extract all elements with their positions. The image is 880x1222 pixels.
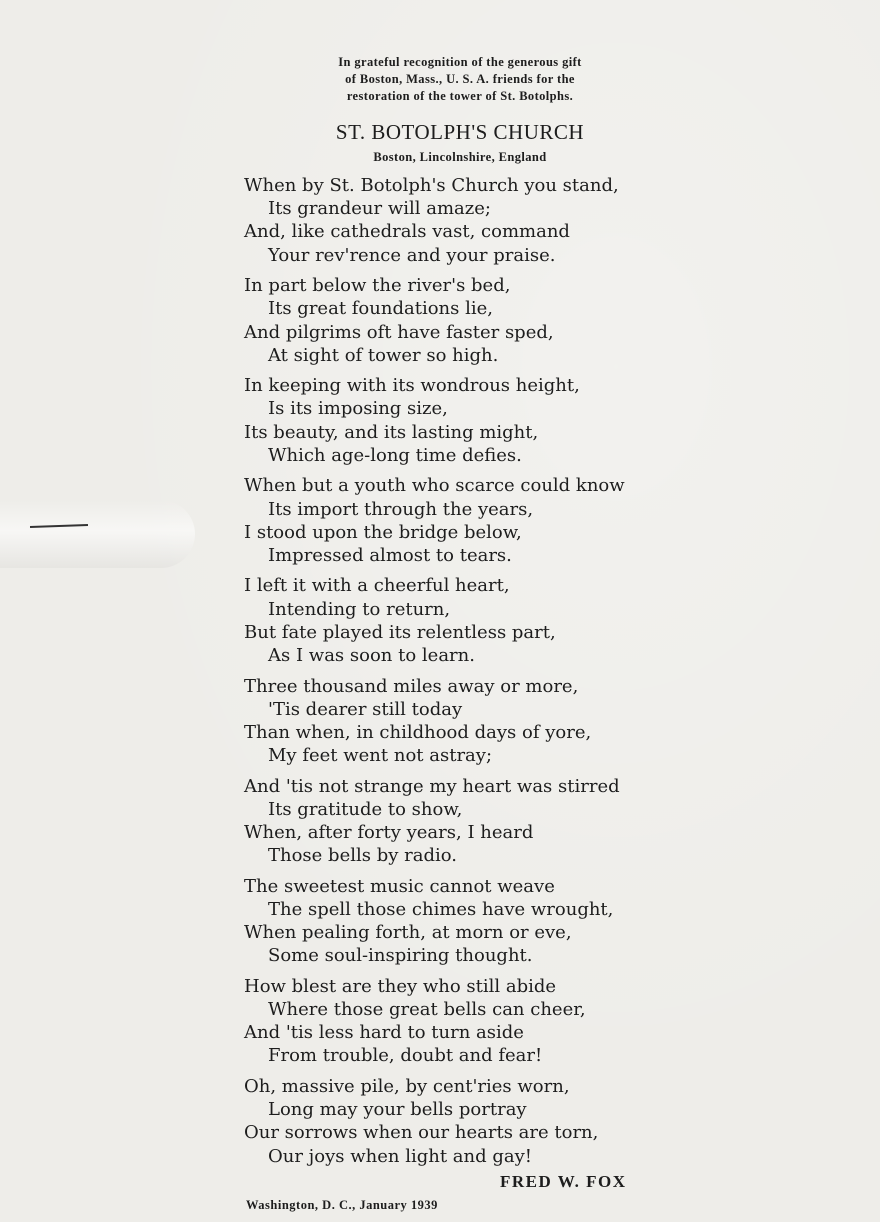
poem-line: From trouble, doubt and fear!	[268, 1045, 543, 1067]
poem-line: I left it with a cheerful heart,	[244, 575, 510, 597]
poem-line: Its import through the years,	[268, 498, 534, 520]
poem-line: Long may your bells portray	[268, 1099, 527, 1121]
poem-line: Its gratitude to show,	[268, 798, 463, 820]
poem-line: Which age-long time defies.	[268, 444, 522, 466]
poem-line: I stood upon the bridge below,	[244, 521, 522, 543]
poem-line: And 'tis less hard to turn aside	[244, 1022, 524, 1044]
poem-line: When but a youth who scarce could know	[244, 475, 625, 497]
dedication-line: In grateful recognition of the generous gift	[338, 55, 582, 69]
dedication	[250, 54, 670, 105]
paper-crease	[0, 500, 195, 568]
poem-line: Its grandeur will amaze;	[268, 198, 491, 220]
poem-line: When, after forty years, I heard	[244, 822, 534, 844]
page-subtitle: Boston, Lincolnshire, England	[373, 150, 547, 164]
poem-line: Impressed almost to tears.	[268, 544, 512, 566]
poem-line: Those bells by radio.	[268, 845, 457, 867]
poem-stanza	[244, 374, 714, 467]
poem-body	[244, 174, 714, 1175]
poem-stanza	[244, 875, 714, 968]
poem-line: When by St. Botolph's Church you stand,	[244, 175, 619, 196]
author-signature: FRED W. FOX	[500, 1172, 627, 1191]
poem-stanza	[244, 274, 714, 367]
poem-line: And pilgrims oft have faster sped,	[244, 321, 554, 343]
poem-line: The sweetest music cannot weave	[244, 875, 555, 897]
poem-stanza	[244, 174, 714, 267]
poem-line: How blest are they who still abide	[244, 975, 557, 997]
poem-line: Its great foundations lie,	[268, 298, 493, 320]
poem-line: Its beauty, and its lasting might,	[244, 421, 539, 443]
poem-line: In keeping with its wondrous height,	[244, 375, 580, 397]
poem-stanza	[244, 675, 714, 768]
poem-stanza	[244, 574, 714, 667]
poem-line: My feet went not astray;	[268, 745, 493, 767]
poem-stanza	[244, 975, 714, 1068]
poem-stanza	[244, 775, 714, 868]
poem-stanza	[244, 474, 714, 567]
poem-line: At sight of tower so high.	[268, 344, 499, 366]
poem-line: Oh, massive pile, by cent'ries worn,	[244, 1075, 570, 1097]
poem-line: Than when, in childhood days of yore,	[244, 721, 592, 743]
dedication-line: of Boston, Mass., U. S. A. friends for the	[345, 72, 575, 86]
poem-line: The spell those chimes have wrought,	[268, 898, 614, 920]
poem-line: Intending to return,	[268, 598, 451, 620]
poem-line: 'Tis dearer still today	[268, 698, 463, 720]
poem-line: When pealing forth, at morn or eve,	[244, 922, 572, 944]
poem-line: Our joys when light and gay!	[268, 1145, 532, 1167]
poem-line: And, like cathedrals vast, command	[244, 221, 570, 243]
poem-line: Is its imposing size,	[268, 398, 448, 420]
dateline: Washington, D. C., January 1939	[246, 1198, 438, 1212]
poem-line: But fate played its relentless part,	[244, 621, 556, 643]
poem-line: Three thousand miles away or more,	[244, 675, 579, 697]
page-title: ST. BOTOLPH'S CHURCH	[335, 120, 585, 144]
poem-line: And 'tis not strange my heart was stirred	[244, 775, 620, 797]
poem-line: Where those great bells can cheer,	[268, 999, 586, 1021]
poem-line: As I was soon to learn.	[268, 645, 475, 667]
poem-line: Some soul-inspiring thought.	[268, 945, 533, 967]
poem-line: Our sorrows when our hearts are torn,	[244, 1122, 599, 1144]
poem-line: Your rev'rence and your praise.	[268, 244, 556, 266]
dedication-line: restoration of the tower of St. Botolphs.	[346, 89, 574, 103]
poem-line: In part below the river's bed,	[244, 275, 511, 297]
poem-stanza	[244, 1075, 714, 1168]
